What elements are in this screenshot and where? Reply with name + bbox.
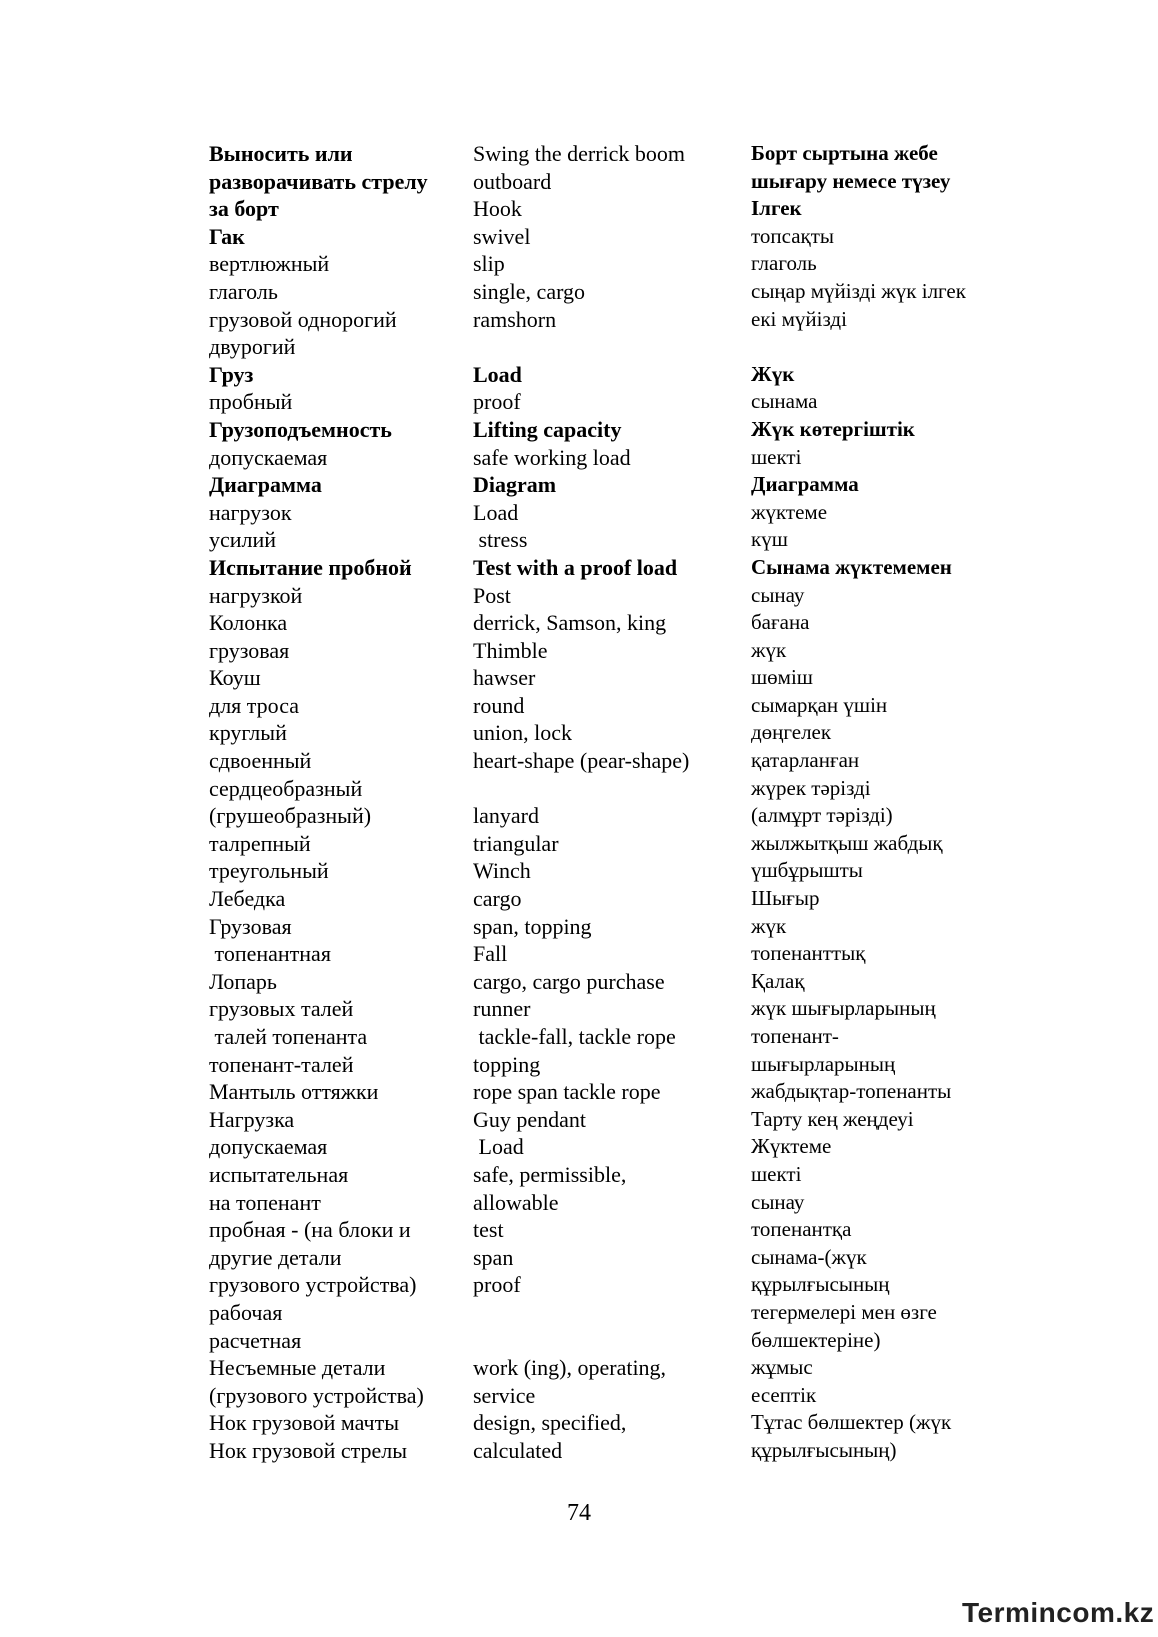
term-en-line: Load: [473, 499, 519, 525]
russian-terms-column: [209, 140, 459, 1465]
term-en-line: safe, permissible,: [473, 1161, 627, 1187]
term-en-line: rope span tackle rope: [473, 1079, 661, 1105]
term-kz-line: (алмұрт тәрізді): [751, 803, 893, 828]
term-ru-line: рабочая: [209, 1299, 283, 1325]
term-en-line: proof: [473, 389, 521, 415]
term-ru-line: Нагрузка: [209, 1106, 295, 1132]
term-en-line: service: [473, 1382, 536, 1408]
term-ru-line: треугольный: [209, 858, 329, 884]
term-kz-line: Қалақ: [751, 968, 805, 993]
term-ru-line: Грузовая: [209, 913, 292, 939]
term-kz-line: Борт сыртына жебе: [751, 141, 938, 165]
term-kz-line: Сынама жүктемемен: [751, 554, 952, 579]
termincom-watermark-logo: [940, 1597, 1155, 1631]
term-en-line: Test with a proof load: [473, 554, 678, 580]
term-en-line: union, lock: [473, 720, 572, 746]
term-en-line: triangular: [473, 830, 559, 856]
watermark-text: Termincom.kz: [962, 1597, 1155, 1628]
term-ru-line: Нок грузовой стрелы: [209, 1437, 408, 1463]
term-en-line: Hook: [473, 196, 522, 222]
term-kz-line: жүктеме: [751, 499, 828, 524]
term-kz-line: жұмыс: [751, 1355, 813, 1380]
term-kz-line: Тарту кең жеңдеуі: [751, 1106, 914, 1131]
term-ru-line: Диаграмма: [209, 472, 322, 498]
term-en-line: span: [473, 1244, 514, 1270]
term-ru-line: Груз: [209, 361, 254, 387]
term-en-line: span, topping: [473, 913, 592, 939]
term-en-line: [473, 1299, 733, 1327]
term-kz-line: күш: [751, 527, 788, 552]
term-ru-line: двурогий: [209, 334, 296, 360]
term-en-line: Fall: [473, 941, 508, 967]
term-kz-line: сынау: [751, 582, 805, 607]
term-kz-line: сымарқан үшін: [751, 692, 888, 717]
term-kz-line: топсақты: [751, 223, 835, 248]
term-en-line: work (ing), operating,: [473, 1355, 667, 1381]
term-en-line: ramshorn: [473, 306, 557, 332]
term-ru-line: Нок грузовой мачты: [209, 1410, 399, 1436]
term-kz-line: глаголь: [751, 251, 817, 276]
term-kz-line: үшбұрышты: [751, 858, 863, 883]
term-ru-line: грузовой однорогий: [209, 306, 397, 332]
term-ru-line: Лебедка: [209, 886, 286, 912]
term-en-line: Diagram: [473, 472, 557, 498]
term-kz-line: екі мүйізді: [751, 306, 847, 331]
term-ru-line: грузовых талей: [209, 996, 354, 1022]
term-kz-line: жылжытқыш жабдық: [751, 830, 943, 855]
term-kz-line: құрылғысының: [751, 1272, 890, 1297]
term-ru-line: сердцеобразный: [209, 775, 363, 801]
term-ru-line: для троса: [209, 692, 300, 718]
page-number: 74: [567, 1500, 591, 1526]
term-kz-line: бағана: [751, 610, 810, 635]
term-ru-line: Колонка: [209, 610, 288, 636]
term-en-line: outboard: [473, 168, 552, 194]
term-kz-line: сынама-(жүк: [751, 1244, 867, 1269]
term-kz-line: тегермелері мен өзге: [751, 1299, 937, 1324]
term-en-line: Post: [473, 582, 511, 608]
term-ru-line: за борт: [209, 196, 279, 222]
term-ru-line: Испытание пробной: [209, 554, 412, 580]
term-kz-line: сыңар мүйізді жүк ілгек: [751, 278, 966, 303]
term-en-line: heart-shape (pear-shape): [473, 748, 690, 774]
term-kz-line: жүк: [751, 913, 787, 938]
term-kz-line: шекті: [751, 444, 802, 469]
term-en-line: calculated: [473, 1437, 563, 1463]
term-kz-line: Тұтас бөлшектер (жүк: [751, 1410, 952, 1435]
term-ru-line: на топенант: [209, 1189, 321, 1215]
term-ru-line: другие детали: [209, 1244, 342, 1270]
term-ru-line: допускаемая: [209, 444, 328, 470]
term-kz-line: жүк: [751, 637, 787, 662]
kazakh-terms-column: [751, 140, 1051, 1465]
term-en-line: safe working load: [473, 444, 631, 470]
term-ru-line: Выносить или: [209, 141, 353, 166]
term-kz-line: есептік: [751, 1382, 817, 1407]
term-ru-line: испытательная: [209, 1161, 349, 1187]
term-ru-line: талей топенанта: [209, 1024, 368, 1049]
term-kz-line: дөңгелек: [751, 720, 832, 745]
term-ru-line: допускаемая: [209, 1134, 328, 1160]
term-ru-line: нагрузкой: [209, 582, 303, 608]
term-en-line: topping: [473, 1051, 541, 1077]
term-kz-line: жүк шығырларының: [751, 996, 936, 1021]
term-ru-line: грузовая: [209, 637, 290, 663]
term-kz-line: шығырларының: [751, 1051, 896, 1076]
term-ru-line: пробный: [209, 389, 293, 415]
term-en-line: round: [473, 692, 525, 718]
term-en-line: lanyard: [473, 803, 539, 829]
term-en-line: Guy pendant: [473, 1106, 587, 1132]
term-ru-line: пробная - (на блоки и: [209, 1217, 411, 1243]
term-en-line: [473, 333, 733, 361]
term-kz-line: топенанттық: [751, 941, 866, 966]
term-en-line: hawser: [473, 665, 536, 691]
term-ru-line: Несъемные детали: [209, 1355, 386, 1381]
term-en-line: single, cargo: [473, 278, 586, 304]
term-en-line: Winch: [473, 858, 531, 884]
term-kz-line: Диаграмма: [751, 472, 859, 497]
term-en-line: Load: [473, 1134, 524, 1160]
term-kz-line: сынама: [751, 389, 818, 414]
term-ru-line: круглый: [209, 720, 287, 746]
term-en-line: proof: [473, 1272, 521, 1298]
term-en-line: allowable: [473, 1189, 559, 1215]
term-ru-line: Гак: [209, 223, 245, 249]
term-kz-line: бөлшектеріне): [751, 1327, 881, 1352]
term-en-line: design, specified,: [473, 1410, 627, 1436]
term-kz-line: Ілгек: [751, 196, 802, 221]
term-ru-line: сдвоенный: [209, 748, 312, 774]
term-ru-line: расчетная: [209, 1327, 302, 1353]
term-ru-line: грузового устройства): [209, 1272, 417, 1298]
term-ru-line: Грузоподъемность: [209, 416, 392, 442]
term-en-line: slip: [473, 251, 505, 277]
term-kz-line: топенантқа: [751, 1217, 852, 1242]
term-ru-line: талрепный: [209, 830, 311, 856]
term-kz-line: Шығыр: [751, 886, 820, 911]
term-ru-line: топенантная: [209, 941, 331, 967]
term-en-line: swivel: [473, 223, 531, 249]
term-ru-line: (грузового устройства): [209, 1382, 424, 1408]
term-ru-line: (грушеобразный): [209, 803, 372, 829]
term-en-line: runner: [473, 996, 531, 1022]
term-kz-line: [751, 333, 1051, 361]
term-kz-line: Жүк: [751, 361, 795, 386]
term-ru-line: нагрузок: [209, 499, 292, 525]
term-en-line: [473, 775, 733, 803]
term-kz-line: сынау: [751, 1189, 805, 1214]
term-kz-line: жүрек тәрізді: [751, 775, 871, 800]
term-en-line: cargo: [473, 886, 522, 912]
term-en-line: test: [473, 1217, 504, 1243]
term-kz-line: жабдықтар-топенанты: [751, 1079, 952, 1104]
term-en-line: tackle-fall, tackle rope: [473, 1024, 676, 1049]
term-ru-line: Коуш: [209, 665, 261, 691]
term-en-line: Lifting capacity: [473, 416, 622, 442]
term-kz-line: құрылғысының): [751, 1437, 897, 1462]
term-kz-line: шөміш: [751, 665, 813, 690]
term-kz-line: шығару немесе түзеу: [751, 168, 951, 193]
term-kz-line: шекті: [751, 1161, 802, 1186]
term-ru-line: Лопарь: [209, 968, 277, 994]
term-en-line: Load: [473, 361, 522, 387]
term-en-line: cargo, cargo purchase: [473, 968, 665, 994]
term-ru-line: глаголь: [209, 278, 278, 304]
term-kz-line: Жүктеме: [751, 1134, 832, 1159]
term-en-line: Swing the derrick boom: [473, 141, 686, 166]
term-ru-line: вертлюжный: [209, 251, 330, 277]
term-ru-line: усилий: [209, 527, 277, 553]
term-kz-line: топенант-: [751, 1024, 839, 1048]
term-en-line: Thimble: [473, 637, 548, 663]
term-ru-line: Мантыль оттяжки: [209, 1079, 379, 1105]
term-ru-line: разворачивать стрелу: [209, 168, 428, 194]
term-kz-line: қатарланған: [751, 748, 860, 773]
term-en-line: stress: [473, 527, 528, 553]
term-ru-line: топенант-талей: [209, 1051, 354, 1077]
term-en-line: [473, 1327, 733, 1355]
term-kz-line: Жүк көтергіштік: [751, 416, 915, 441]
term-en-line: derrick, Samson, king: [473, 610, 667, 636]
english-terms-column: [473, 140, 733, 1465]
